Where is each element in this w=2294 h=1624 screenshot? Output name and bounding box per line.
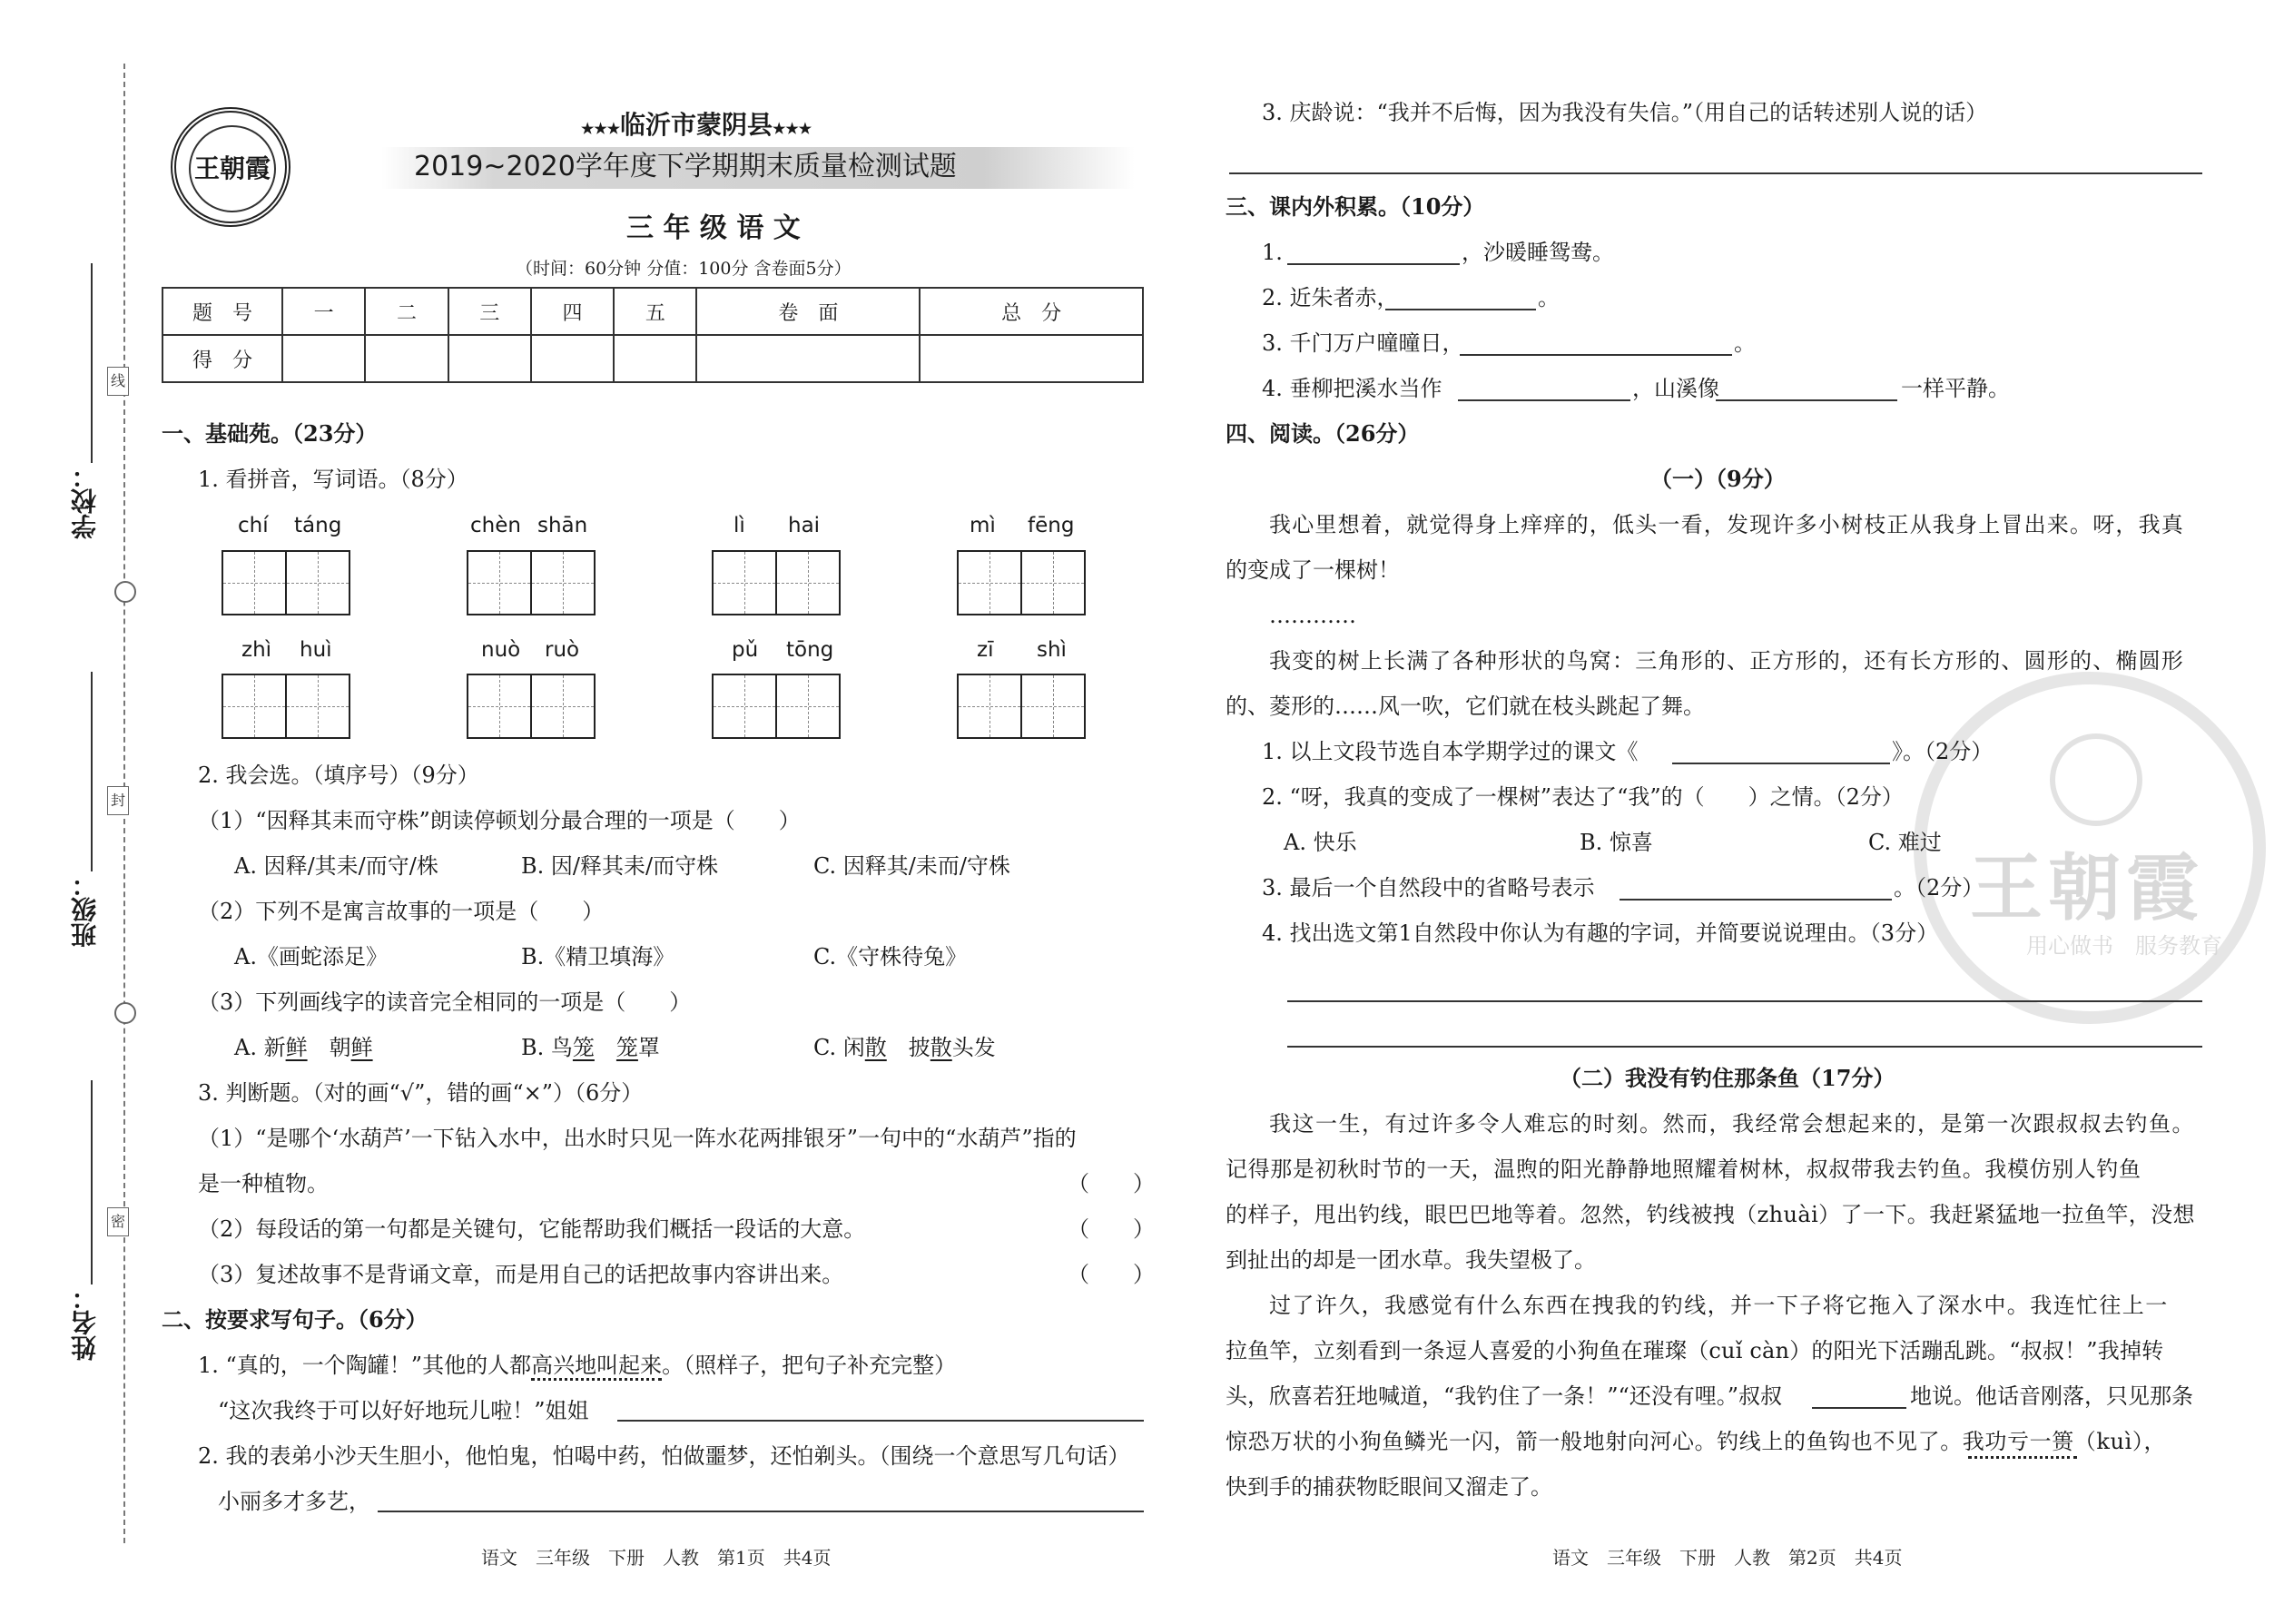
pinyin: tōng (786, 638, 834, 662)
reading-1-ellipsis: ………… (1269, 603, 1356, 628)
binding-hole-2 (114, 1002, 136, 1024)
region-title: ★★★临沂市蒙阴县★★★ (581, 110, 812, 140)
score-cell[interactable] (448, 335, 531, 382)
pinyin: nuò (481, 638, 521, 662)
score-cell[interactable] (282, 335, 365, 382)
s3-q3: 3. 千门万户曈曈日， (1262, 330, 1464, 356)
reading-2-para: 的样子，甩出钓线，眼巴巴地等着。忽然，钓线被拽（zhuài）了一下。我赶紧猛地一拉鱼竿，没想 (1226, 1202, 2195, 1227)
reading-2-para: 头，欣喜若狂地喊道，“我钓住了一条！”“还没有哩。”叔叔 (1226, 1383, 1783, 1409)
pinyin: chí (238, 514, 269, 537)
s2-q2-prompt: 小丽多才多艺， (218, 1489, 370, 1514)
page-footer-left: 语文 三年级 下册 人教 第1页 共4页 (481, 1547, 832, 1569)
reading-2-para: 到扯出的却是一团水草。我失望极了。 (1226, 1247, 1596, 1273)
score-header-cell: 题 号 (162, 288, 282, 335)
score-header-cell: 卷 面 (696, 288, 920, 335)
pinyin: táng (294, 514, 342, 537)
score-header-cell: 二 (365, 288, 448, 335)
page-footer-right: 语文 三年级 下册 人教 第2页 共4页 (1552, 1547, 1903, 1569)
s3-q2: 2. 近朱者赤， (1262, 285, 1399, 310)
star-icon: ★★★ (581, 120, 621, 137)
binding-label-dense: 密 (107, 1207, 129, 1236)
exam-title: 2019~2020学年度下学期期末质量检测试题 (414, 151, 957, 182)
q2-1: （1）“因释其耒而守株”朗读停顿划分最合理的一项是（ ） (198, 808, 801, 833)
answer-line[interactable] (1812, 1407, 1906, 1409)
score-header-cell: 总 分 (920, 288, 1143, 335)
school-field[interactable] (91, 263, 93, 463)
answer-line[interactable] (1460, 354, 1732, 356)
reading-2-para: 记得那是初秋时节的一天，温煦的阳光静静地照耀着树林，叔叔带我去钓鱼。我模仿别人钓鱼 (1226, 1156, 2141, 1182)
option-b[interactable]: B. 因/释其耒/而守株 (521, 853, 719, 879)
answer-paren[interactable]: （ ） (1068, 1262, 1155, 1287)
section-1-title: 一、基础苑。（23分） (162, 420, 378, 447)
answer-line[interactable] (1672, 763, 1890, 764)
subject-title: 三 年 级 语 文 (626, 212, 801, 244)
school-label: 学校： (70, 463, 100, 539)
answer-line[interactable] (1229, 172, 2202, 174)
writing-grid[interactable] (957, 674, 1084, 739)
score-cell[interactable] (531, 335, 614, 382)
score-table-header-row (162, 288, 1143, 335)
answer-line[interactable] (1385, 309, 1536, 310)
pinyin: shān (537, 514, 588, 537)
exam-meta: （时间：60分钟 分值：100分 含卷面5分） (516, 259, 852, 279)
star-icon: ★★★ (773, 120, 812, 137)
binding-label-seal: 封 (107, 786, 129, 815)
r1-q2: 2. “呀，我真的变成了一棵树”表达了“我”的（ ）之情。（2分） (1262, 784, 1904, 810)
score-table (162, 287, 1144, 383)
name-label: 姓名： (70, 1284, 100, 1361)
s2-q1: 1. “真的，一个陶罐！”其他的人都高兴地叫起来。（照样子，把句子补充完整） (198, 1351, 956, 1380)
score-cell[interactable] (614, 335, 696, 382)
score-table-score-row (162, 335, 1143, 382)
answer-line[interactable] (1287, 1000, 2202, 1002)
s2-q2: 2. 我的表弟小沙天生胆小，他怕鬼，怕喝中药，怕做噩梦，还怕剃头。（围绕一个意思写几句话） (198, 1443, 1130, 1469)
q2-3: （3）下列画线字的读音完全相同的一项是（ ） (198, 989, 692, 1015)
q2-title: 2. 我会选。（填序号）（9分） (198, 763, 479, 788)
q3-3: （3）复述故事不是背诵文章，而是用自己的话把故事内容讲出来。 (198, 1262, 844, 1287)
option-a[interactable]: A. 新鲜 朝鲜 (234, 1035, 373, 1060)
score-header-cell: 五 (614, 288, 696, 335)
writing-grid[interactable] (467, 550, 594, 615)
section-3-title: 三、课内外积累。（10分） (1226, 193, 1485, 220)
answer-paren[interactable]: （ ） (1068, 1171, 1155, 1196)
watermark-logo: 王朝霞 用心做书 服务教育 (1914, 672, 2266, 1024)
pinyin: lì (733, 514, 745, 537)
s3-q4a: 4. 垂柳把溪水当作 (1262, 376, 1442, 401)
pinyin: chèn (470, 514, 521, 537)
option-c[interactable]: C.《守株待兔》 (813, 944, 968, 969)
pinyin: huì (300, 638, 332, 662)
option-a[interactable]: A.《画蛇添足》 (234, 944, 388, 969)
s3-q2-end: 。 (1538, 285, 1560, 310)
option-a[interactable]: A. 快乐 (1284, 830, 1357, 855)
watermark-face-icon (2050, 733, 2142, 826)
q2-2: （2）下列不是寓言故事的一项是（ ） (198, 899, 605, 924)
q1-title: 1. 看拼音，写词语。（8分） (198, 467, 468, 492)
score-header-cell: 一 (282, 288, 365, 335)
score-cell[interactable] (920, 335, 1143, 382)
s3-q3-end: 。 (1734, 330, 1756, 356)
reading-2-para: 拉鱼竿，立刻看到一条逗人喜爱的小狗鱼在璀璨（cuǐ càn）的阳光下活蹦乱跳。“叔叔！”我掉转 (1226, 1338, 2164, 1363)
answer-line[interactable] (617, 1420, 1144, 1422)
s3-q4c: 一样平静。 (1901, 376, 2010, 401)
option-c[interactable]: C. 难过 (1868, 830, 1942, 855)
score-header-cell: 三 (448, 288, 531, 335)
answer-paren[interactable]: （ ） (1068, 1216, 1155, 1242)
class-label: 班级： (70, 871, 100, 948)
publisher-logo (171, 107, 290, 227)
score-cell[interactable] (696, 335, 920, 382)
r1-q4: 4. 找出选文第1自然段中你认为有趣的字词，并简要说说理由。（3分） (1262, 920, 1939, 946)
pinyin: zhì (241, 638, 272, 662)
option-a[interactable]: A. 因释/其耒/而守/株 (234, 853, 438, 879)
section-2-title: 二、按要求写句子。（6分） (162, 1306, 428, 1333)
logo-text: 王朝霞 (189, 125, 276, 212)
option-b[interactable]: B. 惊喜 (1580, 830, 1653, 855)
pinyin: ruò (545, 638, 580, 662)
reading-2-para: 过了许久，我感觉有什么东西在拽我的钓线，并一下子将它拖入了深水中。我连忙往上一 (1269, 1293, 2169, 1318)
writing-grid[interactable] (712, 550, 839, 615)
s2-q1-prompt: “这次我终于可以好好地玩儿啦！”姐姐 (218, 1398, 589, 1423)
writing-grid[interactable] (712, 674, 839, 739)
writing-grid[interactable] (467, 674, 594, 739)
r1-q3a: 3. 最后一个自然段中的省略号表示 (1262, 875, 1595, 901)
section-4-title: 四、阅读。（26分） (1226, 420, 1420, 447)
option-c[interactable]: C. 闲散 披散头发 (813, 1035, 996, 1060)
score-row-label: 得 分 (162, 335, 282, 382)
score-cell[interactable] (365, 335, 448, 382)
reading-1-para: 的变成了一棵树！ (1226, 557, 1400, 583)
r1-q1b: 》。（2分） (1892, 739, 1994, 764)
pinyin: fēng (1028, 514, 1075, 537)
reading-2-para: 地说。他话音刚落，只见那条 (1910, 1383, 2193, 1409)
s3-q4b: ，山溪像 (1632, 376, 1719, 401)
answer-line[interactable] (1287, 263, 1460, 265)
q3-2: （2）每段话的第一句都是关键句，它能帮助我们概括一段话的大意。 (198, 1216, 866, 1242)
option-b[interactable]: B. 鸟笼 笼罩 (521, 1035, 660, 1060)
binding-hole-1 (114, 581, 136, 603)
reading-2-para: 惊恐万状的小狗鱼鳞光一闪，箭一般地射向河心。钓线上的鱼钩也不见了。我功亏一篑（kuì）， (1226, 1429, 2167, 1454)
name-field[interactable] (91, 1080, 93, 1284)
r1-q1a: 1. 以上文段节选自本学期学过的课文《 (1262, 739, 1639, 764)
writing-grid[interactable] (222, 550, 349, 615)
reading-1-para: 的、菱形的……风一吹，它们就在枝头跳起了舞。 (1226, 694, 1705, 719)
s2-q3: 3. 庆龄说：“我并不后悔，因为我没有失信。”（用自己的话转述别人说的话） (1262, 100, 1988, 125)
option-b[interactable]: B.《精卫填海》 (521, 944, 675, 969)
answer-line[interactable] (378, 1511, 1144, 1512)
pinyin: shì (1037, 638, 1067, 662)
answer-line[interactable] (1716, 399, 1897, 401)
class-field[interactable] (91, 672, 93, 871)
pinyin: hai (788, 514, 821, 537)
reading-2-para: 快到手的捕获物眨眼间又溜走了。 (1226, 1474, 1552, 1500)
q3-1-line1: （1）“是哪个‘水葫芦’一下钻入水中，出水时只见一阵水花两排银牙”一句中的“水葫芦”指的 (198, 1126, 1077, 1151)
pinyin: zī (977, 638, 994, 662)
reading-2-title: （二）我没有钓住那条鱼（17分） (1560, 1065, 1895, 1091)
q3-1-line2: 是一种植物。 (198, 1171, 329, 1196)
score-header-cell: 四 (531, 288, 614, 335)
writing-grid[interactable] (957, 550, 1084, 615)
emphasis-dots (1968, 1456, 2077, 1459)
q3-title: 3. 判断题。（对的画“√”，错的画“×”）（6分） (198, 1080, 644, 1106)
answer-line[interactable] (1620, 899, 1892, 901)
reading-1-para: 我心里想着，就觉得身上痒痒的，低头一看，发现许多小树枝正从我身上冒出来。呀，我真 (1269, 512, 2184, 537)
binding-label-line: 线 (107, 367, 129, 396)
s3-q1: ，沙暖睡鸳鸯。 (1462, 240, 1614, 265)
answer-line[interactable] (1287, 1046, 2202, 1048)
option-c[interactable]: C. 因释其/耒而/守株 (813, 853, 1010, 879)
s3-q1-num: 1. (1262, 240, 1283, 265)
reading-1-title: （一）（9分） (1650, 466, 1786, 492)
pinyin: mì (970, 514, 996, 537)
reading-1-para: 我变的树上长满了各种形状的鸟窝：三角形的、正方形的，还有长方形的、圆形的、椭圆形 (1269, 648, 2184, 674)
answer-line[interactable] (1458, 399, 1630, 401)
r1-q3b: 。（2分） (1894, 875, 1984, 901)
reading-2-para: 我这一生，有过许多令人难忘的时刻。然而，我经常会想起来的，是第一次跟叔叔去钓鱼。 (1269, 1111, 2195, 1137)
writing-grid[interactable] (222, 674, 349, 739)
pinyin: pǔ (732, 638, 759, 662)
